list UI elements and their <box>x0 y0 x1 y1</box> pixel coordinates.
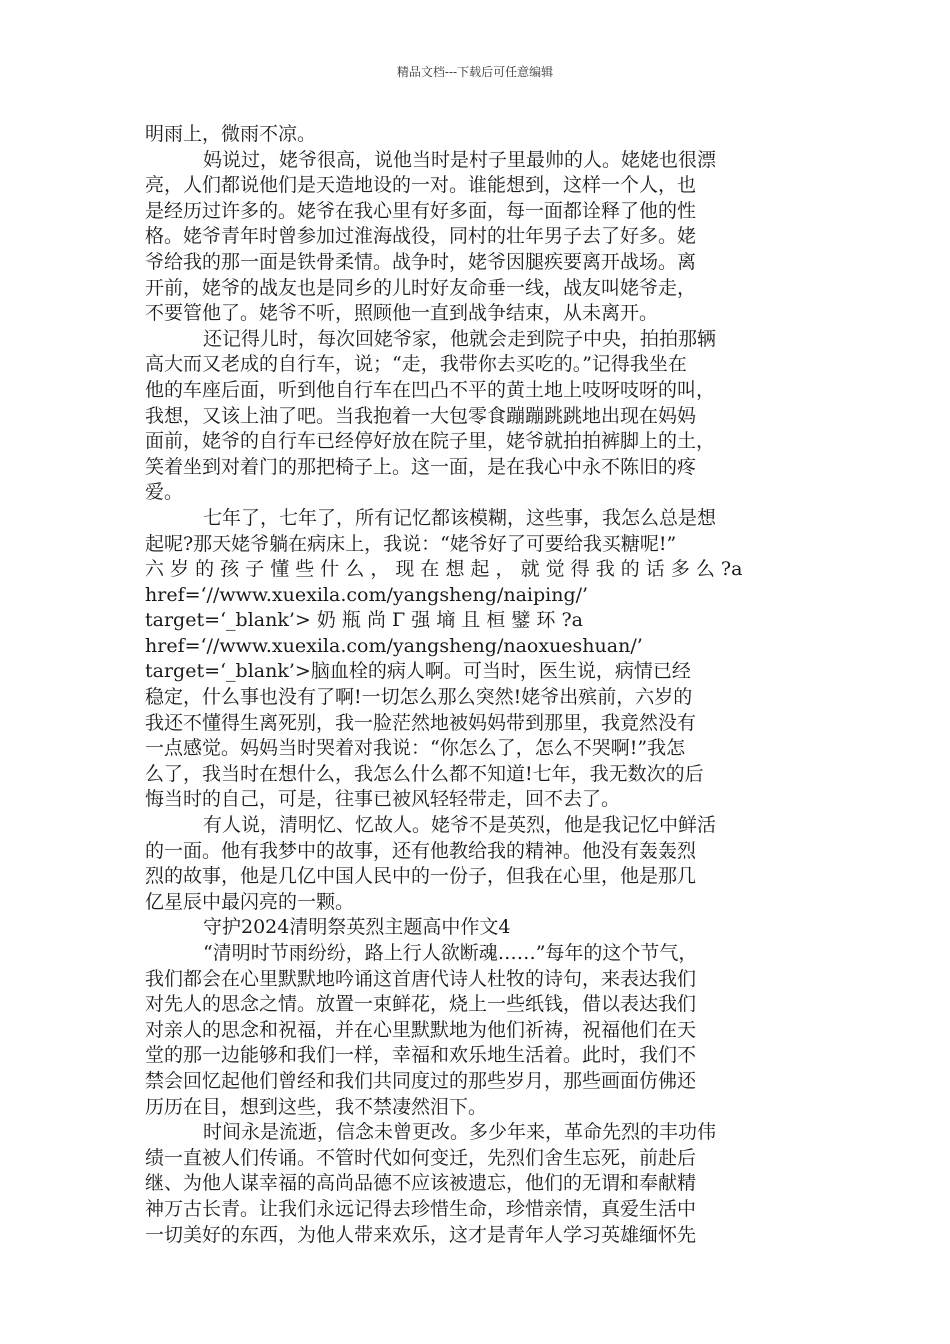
text-line: 高大而又老成的自行车，说；“走，我带你去买吃的。”记得我坐在 <box>145 353 687 376</box>
text-line: 对先人的思念之情。放置一束鲜花，烧上一些纸钱，借以表达我们 <box>145 993 697 1016</box>
text-line: 笑着坐到对着门的那把椅子上。这一面，是在我心中永不陈旧的疼 <box>145 455 697 478</box>
text-line: target=‘_blank’>脑血栓的病人啊。可当时，医生说，病情已经 <box>145 660 691 683</box>
text-line: 有人说，清明忆、忆故人。姥爷不是英烈，他是我记忆中鲜活 <box>203 814 717 837</box>
text-line: 么了，我当时在想什么，我怎么什么都不知道!七年，我无数次的后 <box>145 762 704 785</box>
text-line: href=‘//www.xuexila.com/yangsheng/naoxueshuan/’ <box>145 634 643 657</box>
text-line: 神万古长青。让我们永远记得去珍惜生命，珍惜亲情，真爱生活中 <box>145 1197 697 1220</box>
text-line: 开前，姥爷的战友也是同乡的儿时好友命垂一线，战友叫姥爷走， <box>145 276 697 299</box>
text-line: 是经历过许多的。姥爷在我心里有好多面，每一面都诠释了他的性 <box>145 199 697 222</box>
text-line: 明雨上，微雨不凉。 <box>145 123 317 145</box>
text-line: 守护2024清明祭英烈主题高中作文4 <box>203 916 511 939</box>
text-line: 一切美好的东西，为他人带来欢乐，这才是青年人学习英雄缅怀先 <box>145 1223 697 1246</box>
text-line: 他的车座后面，听到他自行车在凹凸不平的黄土地上吱呀吱呀的叫， <box>145 378 716 401</box>
text-line: 爷给我的那一面是铁骨柔情。战争时，姥爷因腿疾要离开战场。离 <box>145 250 697 273</box>
text-line: target=‘_blank’> 奶 瓶 尚 Γ 强 墒 且 桓 鐾 环 ?a <box>145 609 583 632</box>
page-header: 精品文档---下载后可任意编辑 <box>396 65 554 79</box>
text-line: 亿星辰中最闪亮的一颗。 <box>145 890 355 913</box>
text-line: 对亲人的思念和祝福，并在心里默默地为他们祈祷，祝福他们在天 <box>145 1018 697 1041</box>
text-line: 悔当时的自己，可是，往事已被风轻轻带走，回不去了。 <box>145 788 621 811</box>
text-line: 我们都会在心里默默地吟诵这首唐代诗人杜牧的诗句，来表达我们 <box>145 967 697 990</box>
text-line: 的一面。他有我梦中的故事，还有他教给我的精神。他没有轰轰烈 <box>145 839 697 862</box>
text-line: 继、为他人谋幸福的高尚品德不应该被遗忘，他们的无谓和奉献精 <box>145 1172 697 1195</box>
text-line: 亮，人们都说他们是天造地设的一对。谁能想到，这样一个人，也 <box>145 174 697 197</box>
text-line: 爱。 <box>145 481 184 504</box>
text-line: 七年了，七年了，所有记忆都该模糊，这些事，我怎么总是想 <box>203 506 717 529</box>
text-line: 绩一直被人们传诵。不管时代如何变迁，先烈们舍生忘死，前赴后 <box>145 1146 697 1169</box>
text-line: 烈的故事，他是几亿中国人民中的一份子，但我在心里，他是那几 <box>145 865 697 888</box>
document-body <box>145 122 809 1248</box>
text-line: 面前，姥爷的自行车已经停好放在院子里，姥爷就拍拍裤脚上的土， <box>145 430 716 453</box>
text-line: 禁会回忆起他们曾经和我们共同度过的那些岁月，那些画面仿佛还 <box>145 1069 697 1092</box>
text-line: 起呢?那天姥爷躺在病床上，我说：“姥爷好了可要给我买糖呢!” <box>145 532 677 555</box>
text-line: 六 岁 的 孩 子 懂 些 什 么 ， 现 在 想 起 ， 就 觉 得 我 的 话 多 么 ?a <box>145 558 743 581</box>
text-line: 时间永是流逝，信念未曾更改。多少年来，革命先烈的丰功伟 <box>203 1121 717 1144</box>
text-line: 格。姥爷青年时曾参加过淮海战役，同村的壮年男子去了好多。姥 <box>145 225 697 248</box>
text-line: href=‘//www.xuexila.com/yangsheng/naiping/’ <box>145 583 589 606</box>
text-line: 妈说过，姥爷很高，说他当时是村子里最帅的人。姥姥也很漂 <box>203 148 717 171</box>
text-line: 我想，又该上油了吧。当我抱着一大包零食蹦蹦跳跳地出现在妈妈 <box>145 404 697 427</box>
text-line: 历历在目，想到这些，我不禁凄然泪下。 <box>145 1095 488 1118</box>
text-line: 堂的那一边能够和我们一样，幸福和欢乐地生活着。此时，我们不 <box>145 1044 697 1067</box>
text-line: 一点感觉。妈妈当时哭着对我说：“你怎么了，怎么不哭啊!”我怎 <box>145 737 686 760</box>
text-line: 不要管他了。姥爷不听，照顾他一直到战争结束，从未离开。 <box>145 302 659 325</box>
text-line: 我还不懂得生离死别，我一脸茫然地被妈妈带到那里，我竟然没有 <box>145 711 697 734</box>
text-line: 还记得儿时，每次回姥爷家，他就会走到院子中央，拍拍那辆 <box>203 327 717 350</box>
text-line: “清明时节雨纷纷，路上行人欲断魂……”每年的这个节气， <box>203 942 698 964</box>
text-line: 稳定，什么事也没有了啊!一切怎么那么突然!姥爷出殡前，六岁的 <box>145 686 693 709</box>
